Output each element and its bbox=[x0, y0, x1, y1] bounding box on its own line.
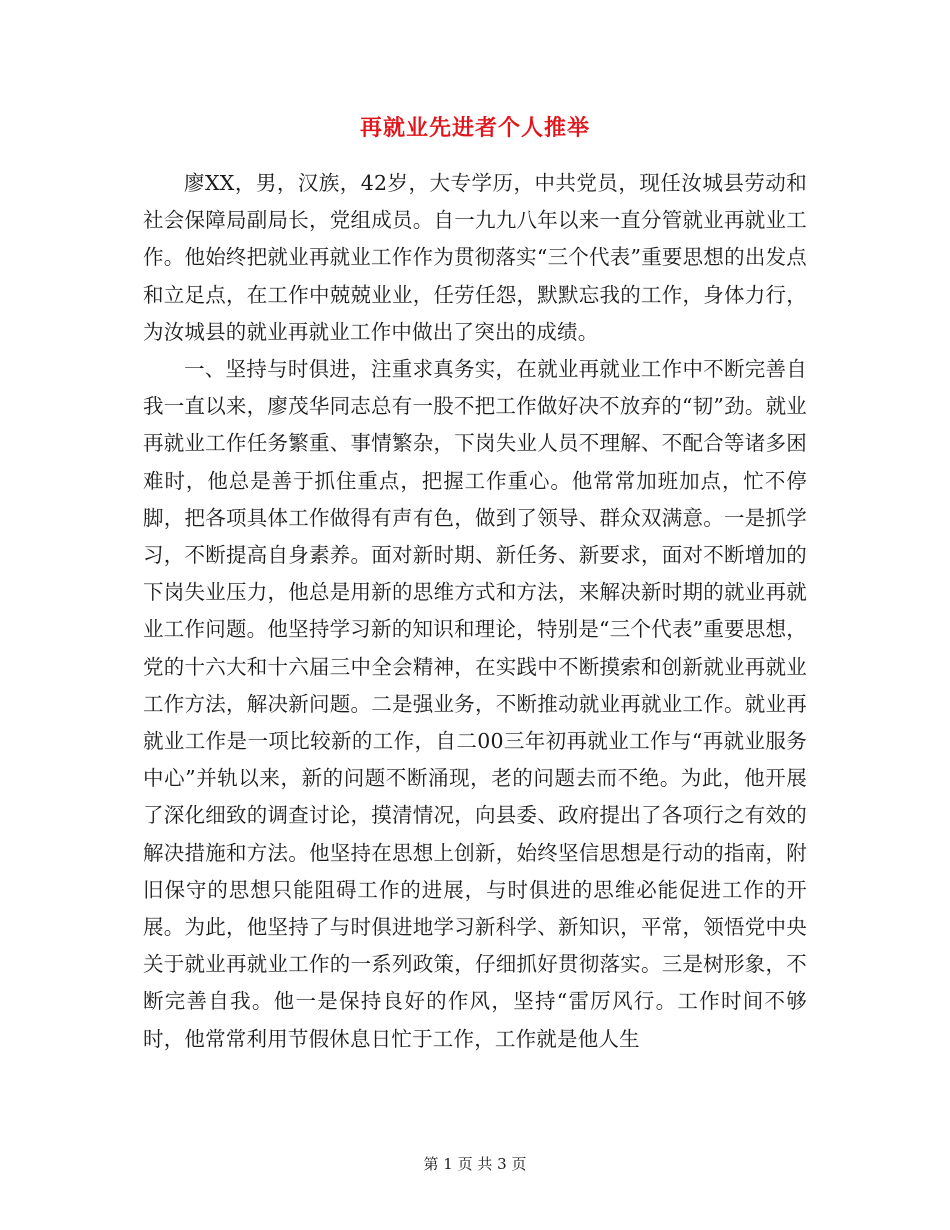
document-title: 再就业先进者个人推举 bbox=[359, 115, 590, 141]
paragraph-intro: 廖XX，男，汉族，42岁，大专学历，中共党员，现任汝城县劳动和社会保障局副局长，党组成员。自一九九八年以来一直分管就业再就业工作。他始终把就业再就业工作作为贯彻落实“三个代表”重要思想的出发点和立足点，在工作中兢兢业业，任劳任怨，默默忘我的工作，身体力行，为汝城县的就业再就业工作中做出了突出的成绩。 bbox=[143, 171, 807, 344]
page-number-label: 第 1 页 共 3 页 bbox=[423, 1155, 527, 1173]
document-body bbox=[143, 165, 807, 1058]
paragraph-section-one: 一、坚持与时俱进，注重求真务实，在就业再就业工作中不断完善自我一直以来，廖茂华同志总有一股不把工作做好决不放弃的“韧”劲。就业再就业工作任务繁重、事情繁杂，下岗失业人员不理解、不配合等诸多困难时，他总是善于抓住重点，把握工作重心。他常常加班加点，忙不停脚，把各项具体工作做得有声有色，做到了领导、群众双满意。一是抓学习，不断提高自身素养。面对新时期、新任务、新要求，面对不断增加的下岗失业压力，他总是用新的思维方式和方法，来解决新时期的就业再就业工作问题。他坚持学习新的知识和理论，特别是“三个代表”重要思想，党的十六大和十六届三中全会精神，在实践中不断摸索和创新就业再就业工作方法，解决新问题。二是强业务，不断推动就业再就业工作。就业再就业工作是一项比较新的工作，自二00三年初再就业工作与“再就业服务中心”并轨以来，新的问题不断涌现，老的问题去而不绝。为此，他开展了深化细致的调查讨论，摸清情况，向县委、政府提出了各项行之有效的解决措施和方法。他坚持在思想上创新，始终坚信思想是行动的指南，附旧保守的思想只能阻碍工作的进展，与时俱进的思维必能促进工作的开展。为此，他坚持了与时俱进地学习新科学、新知识，平常，领悟党中央关于就业再就业工作的一系列政策，仔细抓好贯彻落实。三是树形象，不断完善自我。他一是保持良好的作风，坚持“雷厉风行。工作时间不够时，他常常利用节假休息日忙于工作，工作就是他人生 bbox=[143, 357, 807, 1051]
page-footer bbox=[0, 1153, 950, 1175]
